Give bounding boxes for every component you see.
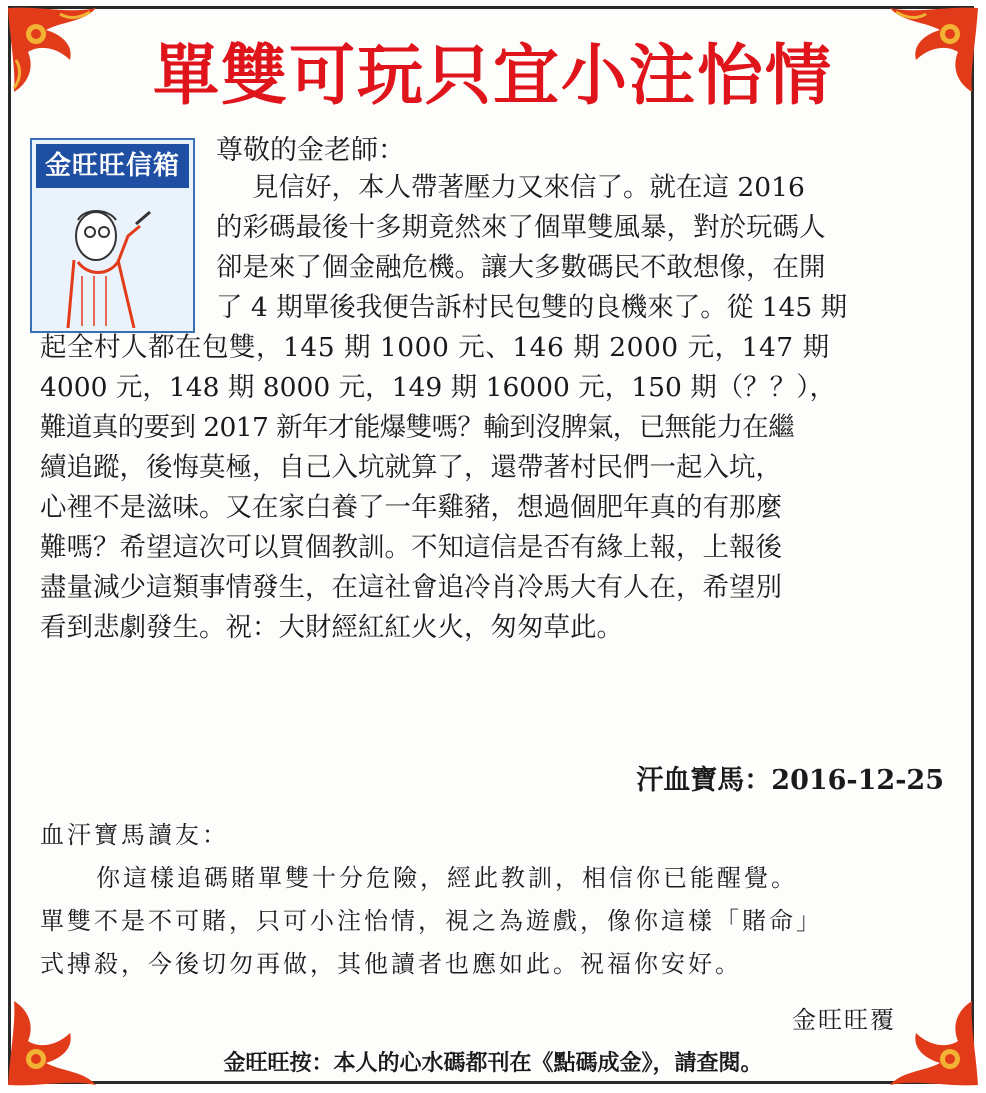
reply-line: 單雙不是不可賭，只可小注怡情，視之為遊戲，像你這樣「賭命」 <box>40 907 823 935</box>
letter-line: 難嗎？希望這次可以買個教訓。不知這信是否有緣上報，上報後 <box>40 532 782 563</box>
mailbox-label: 金旺旺信箱 <box>36 144 189 188</box>
letter-line: 見信好，本人帶著壓力又來信了。就在這 2016 <box>252 172 805 203</box>
letter-line: 了 4 期單後我便告訴村民包雙的良機來了。從 145 期 <box>216 292 848 323</box>
reply-line: 你這樣追碼賭單雙十分危險，經此教訓，相信你已能醒覺。 <box>96 864 798 892</box>
letter-line: 看到悲劇發生。祝：大財經紅紅火火，匆匆草此。 <box>40 612 623 643</box>
corner-ornament-icon <box>0 993 120 1093</box>
reply-signature: 金旺旺覆 <box>792 1006 896 1034</box>
letter-line: 盡量減少這類事情發生，在這社會追冷肖冷馬大有人在，希望別 <box>40 572 782 603</box>
letter-line: 起全村人都在包雙，145 期 1000 元、146 期 2000 元，147 期 <box>40 332 830 363</box>
footnote: 金旺旺按：本人的心水碼都刊在《點碼成金》，請查閱。 <box>223 1051 763 1076</box>
letter-line: 續追蹤，後悔莫極，自己入坑就算了，還帶著村民們一起入坑， <box>40 452 782 483</box>
letter-line: 心裡不是滋味。又在家白養了一年雞豬，想過個肥年真的有那麼 <box>40 492 782 523</box>
page-title: 單雙可玩只宜小注怡情 <box>153 37 833 114</box>
letter-salutation: 尊敬的金老師： <box>216 135 405 166</box>
letter-line: 難道真的要到 2017 新年才能爆雙嗎？輸到沒脾氣，已無能力在繼 <box>40 412 795 443</box>
letter-line: 卻是來了個金融危機。讓大多數碼民不敢想像，在開 <box>216 252 826 283</box>
reply-line: 式搏殺，今後切勿再做，其他讀者也應如此。祝福你安好。 <box>40 950 742 978</box>
reply-body <box>40 814 945 986</box>
letter-body <box>40 128 945 648</box>
reply-greeting: 血汗寶馬讀友： <box>40 821 229 849</box>
letter-line: 的彩碼最後十多期竟然來了個單雙風暴，對於玩碼人 <box>216 212 826 243</box>
letter-signature: 汗血寶馬：2016-12-25 <box>636 765 944 796</box>
letter-line: 4000 元，148 期 8000 元，149 期 16000 元，150 期（？？）， <box>40 372 837 403</box>
